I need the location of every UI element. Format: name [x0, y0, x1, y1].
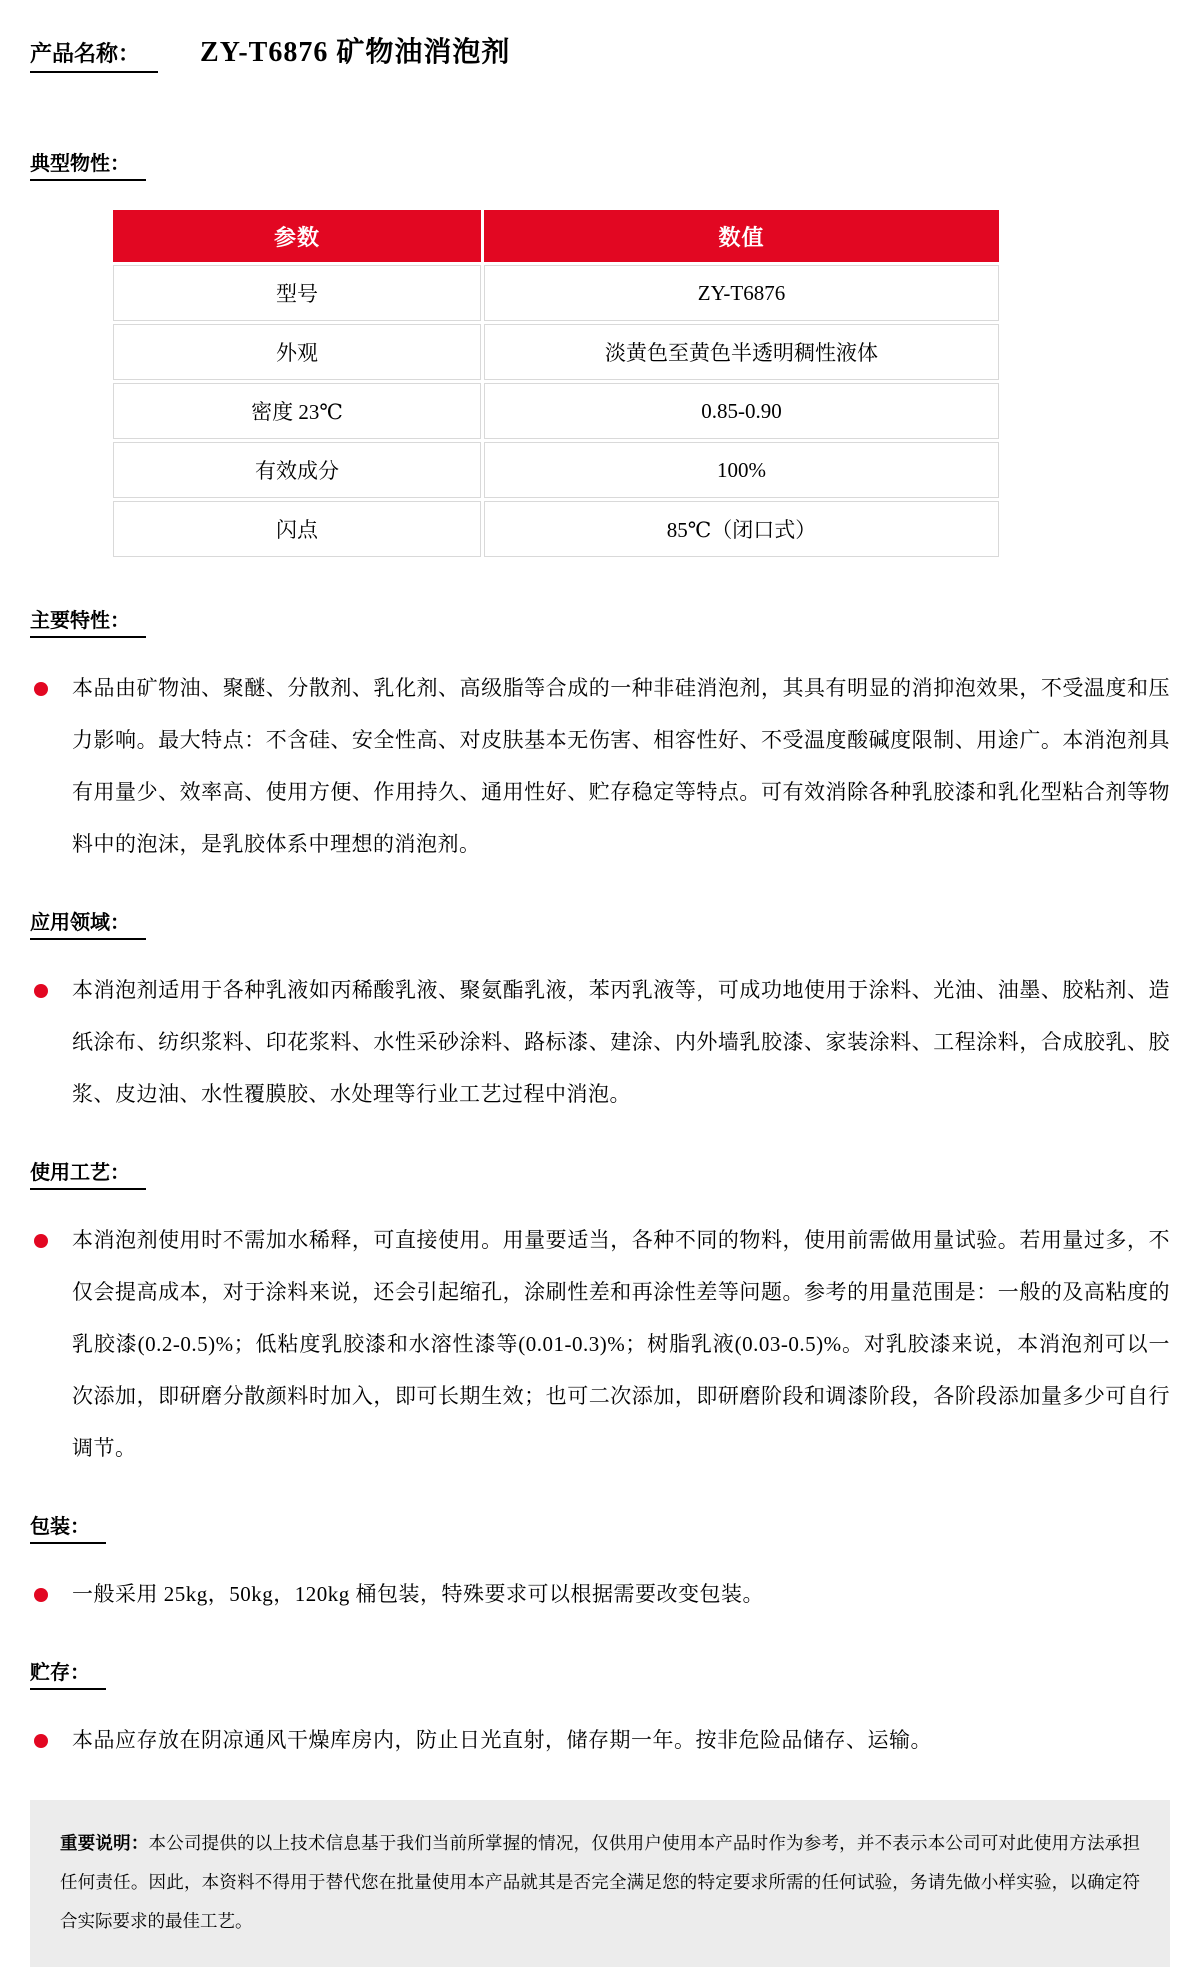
- bullet-icon: [34, 682, 48, 696]
- disclaimer-label: 重要说明：: [60, 1833, 149, 1853]
- section-usage-process: [30, 1126, 1170, 1474]
- bullet-item: [30, 1714, 1170, 1766]
- section-storage: [30, 1626, 1170, 1766]
- section-typical-properties: [30, 117, 1170, 560]
- value-cell: ZY-T6876: [484, 265, 999, 321]
- bullet-item: [30, 662, 1170, 870]
- param-cell: 闪点: [113, 501, 481, 557]
- bullet-icon: [34, 1588, 48, 1602]
- section-heading-applications: 应用领域：: [30, 906, 146, 940]
- table-row: [113, 501, 999, 557]
- section-heading-typical-properties: 典型物性：: [30, 147, 146, 181]
- param-cell: 型号: [113, 265, 481, 321]
- value-cell: 淡黄色至黄色半透明稠性液体: [484, 324, 999, 380]
- disclaimer-box: [30, 1800, 1170, 1967]
- page-title: ZY-T6876 矿物油消泡剂: [200, 37, 511, 68]
- bullet-item: [30, 1568, 1170, 1620]
- main-features-text: 本品由矿物油、聚醚、分散剂、乳化剂、高级脂等合成的一种非硅消泡剂，其具有明显的消抑泡效果，不受温度和压力影响。最大特点：不含硅、安全性高、对皮肤基本无伤害、相容性好、不受温度酸碱度限制、用途广。本消泡剂具有用量少、效率高、使用方便、作用持久、通用性好、贮存稳定等特点。可有效消除各种乳胶漆和乳化型粘合剂等物料中的泡沫，是乳胶体系中理想的消泡剂。: [72, 676, 1170, 856]
- bullet-icon: [34, 1234, 48, 1248]
- usage-process-text: 本消泡剂使用时不需加水稀释，可直接使用。用量要适当，各种不同的物料，使用前需做用量试验。若用量过多，不仅会提高成本，对于涂料来说，还会引起缩孔，涂刷性差和再涂性差等问题。参考的用量范围是：一般的及高粘度的乳胶漆(0.2-0.5)%；低粘度乳胶漆和水溶性漆等(0.01-0.3)%；树脂乳液(0.03-0.5)%。对乳胶漆来说，本消泡剂可以一次添加，即研磨分散颜料时加入，即可长期生效；也可二次添加，即研磨阶段和调漆阶段，各阶段添加量多少可自行调节。: [72, 1228, 1170, 1460]
- product-name-label: 产品名称：: [30, 37, 158, 73]
- bullet-icon: [34, 984, 48, 998]
- section-heading-storage: 贮存：: [30, 1656, 106, 1690]
- table-header-value: 数值: [484, 210, 999, 262]
- section-applications: [30, 876, 1170, 1120]
- table-row: [113, 324, 999, 380]
- bullet-icon: [34, 1734, 48, 1748]
- param-cell: 外观: [113, 324, 481, 380]
- section-heading-main-features: 主要特性：: [30, 604, 146, 638]
- bullet-item: [30, 1214, 1170, 1474]
- packaging-text: 一般采用 25kg，50kg，120kg 桶包装，特殊要求可以根据需要改变包装。: [72, 1582, 764, 1606]
- bullet-item: [30, 964, 1170, 1120]
- table-header-row: [113, 210, 999, 262]
- section-main-features: [30, 574, 1170, 870]
- param-cell: 有效成分: [113, 442, 481, 498]
- title-row: [30, 30, 1170, 73]
- table-row: [113, 442, 999, 498]
- properties-table: [110, 207, 1002, 560]
- table-row: [113, 383, 999, 439]
- section-heading-usage-process: 使用工艺：: [30, 1156, 146, 1190]
- value-cell: 85℃（闭口式）: [484, 501, 999, 557]
- table-header-parameter: 参数: [113, 210, 481, 262]
- table-row: [113, 265, 999, 321]
- storage-text: 本品应存放在阴凉通风干燥库房内，防止日光直射，储存期一年。按非危险品储存、运输。: [72, 1728, 932, 1752]
- value-cell: 0.85-0.90: [484, 383, 999, 439]
- param-cell: 密度 23℃: [113, 383, 481, 439]
- section-heading-packaging: 包装：: [30, 1510, 106, 1544]
- section-packaging: [30, 1480, 1170, 1620]
- applications-text: 本消泡剂适用于各种乳液如丙稀酸乳液、聚氨酯乳液，苯丙乳液等，可成功地使用于涂料、光油、油墨、胶粘剂、造纸涂布、纺织浆料、印花浆料、水性采砂涂料、路标漆、建涂、内外墙乳胶漆、家装涂料、工程涂料，合成胶乳、胶浆、皮边油、水性覆膜胶、水处理等行业工艺过程中消泡。: [72, 978, 1170, 1106]
- disclaimer-text: 本公司提供的以上技术信息基于我们当前所掌握的情况，仅供用户使用本产品时作为参考，并不表示本公司可对此使用方法承担任何责任。因此，本资料不得用于替代您在批量使用本产品就其是否完全满足您的特定要求所需的任何试验，务请先做小样实验，以确定符合实际要求的最佳工艺。: [60, 1833, 1141, 1931]
- value-cell: 100%: [484, 442, 999, 498]
